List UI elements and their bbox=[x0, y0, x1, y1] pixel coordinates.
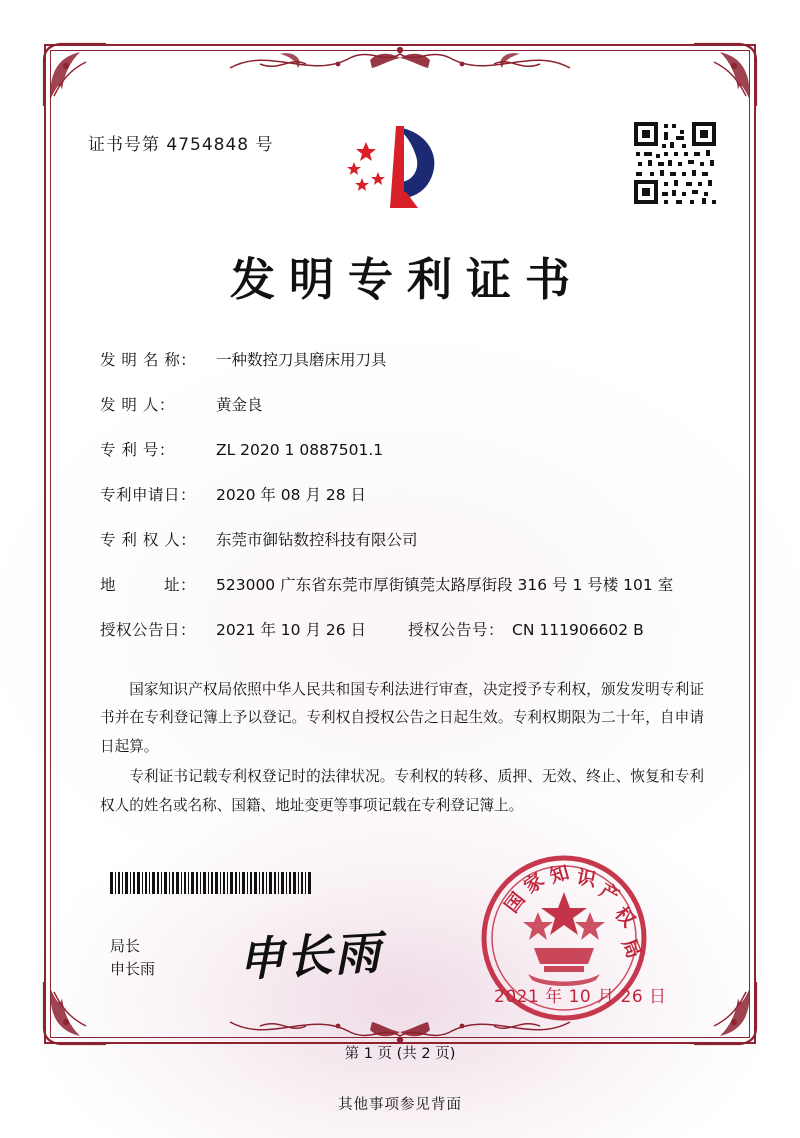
seal-date: 2021 年 10 月 26 日 bbox=[494, 987, 667, 1007]
field-label: 专利申请日： bbox=[100, 486, 197, 505]
field-value-grant-date: 2021 年 10 月 26 日 bbox=[216, 621, 367, 640]
field-row-grant-announcement bbox=[100, 618, 700, 642]
page-indicator: 第 1 页 (共 2 页) bbox=[344, 1046, 456, 1062]
paragraph-2: 专利证书记载专利权登记时的法律状况。专利权的转移、质押、无效、终止、恢复和专利权人的姓名或名称、国籍、地址变更等事项记载在专利登记簿上。 bbox=[100, 768, 704, 814]
page-title: 发明专利证书 bbox=[229, 253, 584, 306]
field-value: ZL 2020 1 0887501.1 bbox=[216, 441, 384, 460]
field-value: 2020 年 08 月 28 日 bbox=[216, 486, 367, 505]
field-label: 地 址： bbox=[100, 576, 197, 595]
svg-text:产: 产 bbox=[595, 879, 623, 908]
field-value: 东莞市御钻数控科技有限公司 bbox=[216, 531, 418, 550]
director-title-label: 局长 bbox=[110, 937, 141, 955]
svg-text:国: 国 bbox=[500, 888, 530, 918]
cnipa-emblem-icon bbox=[340, 112, 460, 222]
svg-text:局: 局 bbox=[617, 935, 645, 962]
field-row-inventor bbox=[100, 393, 700, 417]
field-value: 一种数控刀具磨床用刀具 bbox=[216, 351, 387, 369]
field-value: 523000 广东省东莞市厚街镇莞太路厚街段 316 号 1 号楼 101 室 bbox=[216, 576, 674, 595]
signature-block bbox=[110, 935, 155, 982]
barcode-icon bbox=[110, 872, 315, 894]
field-label: 发 明 名 称： bbox=[100, 351, 197, 369]
svg-text:知: 知 bbox=[547, 861, 572, 888]
field-row-address bbox=[100, 573, 700, 597]
qr-code-icon bbox=[632, 120, 718, 206]
svg-text:识: 识 bbox=[575, 866, 598, 892]
footer-note: 其他事项参见背面 bbox=[338, 1097, 462, 1113]
paragraph-1: 国家知识产权局依照中华人民共和国专利法进行审查，决定授予专利权，颁发发明专利证书并在专利登记簿上予以登记。专利权自授权公告之日起生效。专利权期限为二十年，自申请日起算。 bbox=[100, 681, 704, 755]
field-label: 专 利 权 人： bbox=[100, 531, 197, 550]
field-label-grant-date: 授权公告日： bbox=[100, 621, 197, 640]
field-row-invention-name bbox=[100, 348, 700, 372]
field-list bbox=[100, 348, 700, 663]
field-value-grant-number: CN 111906602 B bbox=[512, 621, 644, 640]
field-row-application-date bbox=[100, 483, 700, 507]
flourish-top bbox=[220, 38, 580, 86]
field-label-grant-number: 授权公告号： bbox=[408, 621, 505, 640]
field-row-patent-number bbox=[100, 438, 700, 462]
certificate-number: 证书号第 4754848 号 bbox=[88, 135, 274, 155]
field-row-patentee bbox=[100, 528, 700, 552]
field-label: 专 利 号： bbox=[100, 441, 175, 460]
handwritten-signature: 申长雨 bbox=[236, 925, 384, 987]
svg-text:权: 权 bbox=[610, 902, 640, 932]
field-label: 发 明 人： bbox=[100, 396, 175, 415]
field-value: 黄金良 bbox=[216, 396, 263, 415]
legal-text-block bbox=[100, 676, 704, 822]
svg-text:家: 家 bbox=[520, 869, 549, 899]
director-name-label: 申长雨 bbox=[110, 960, 156, 979]
